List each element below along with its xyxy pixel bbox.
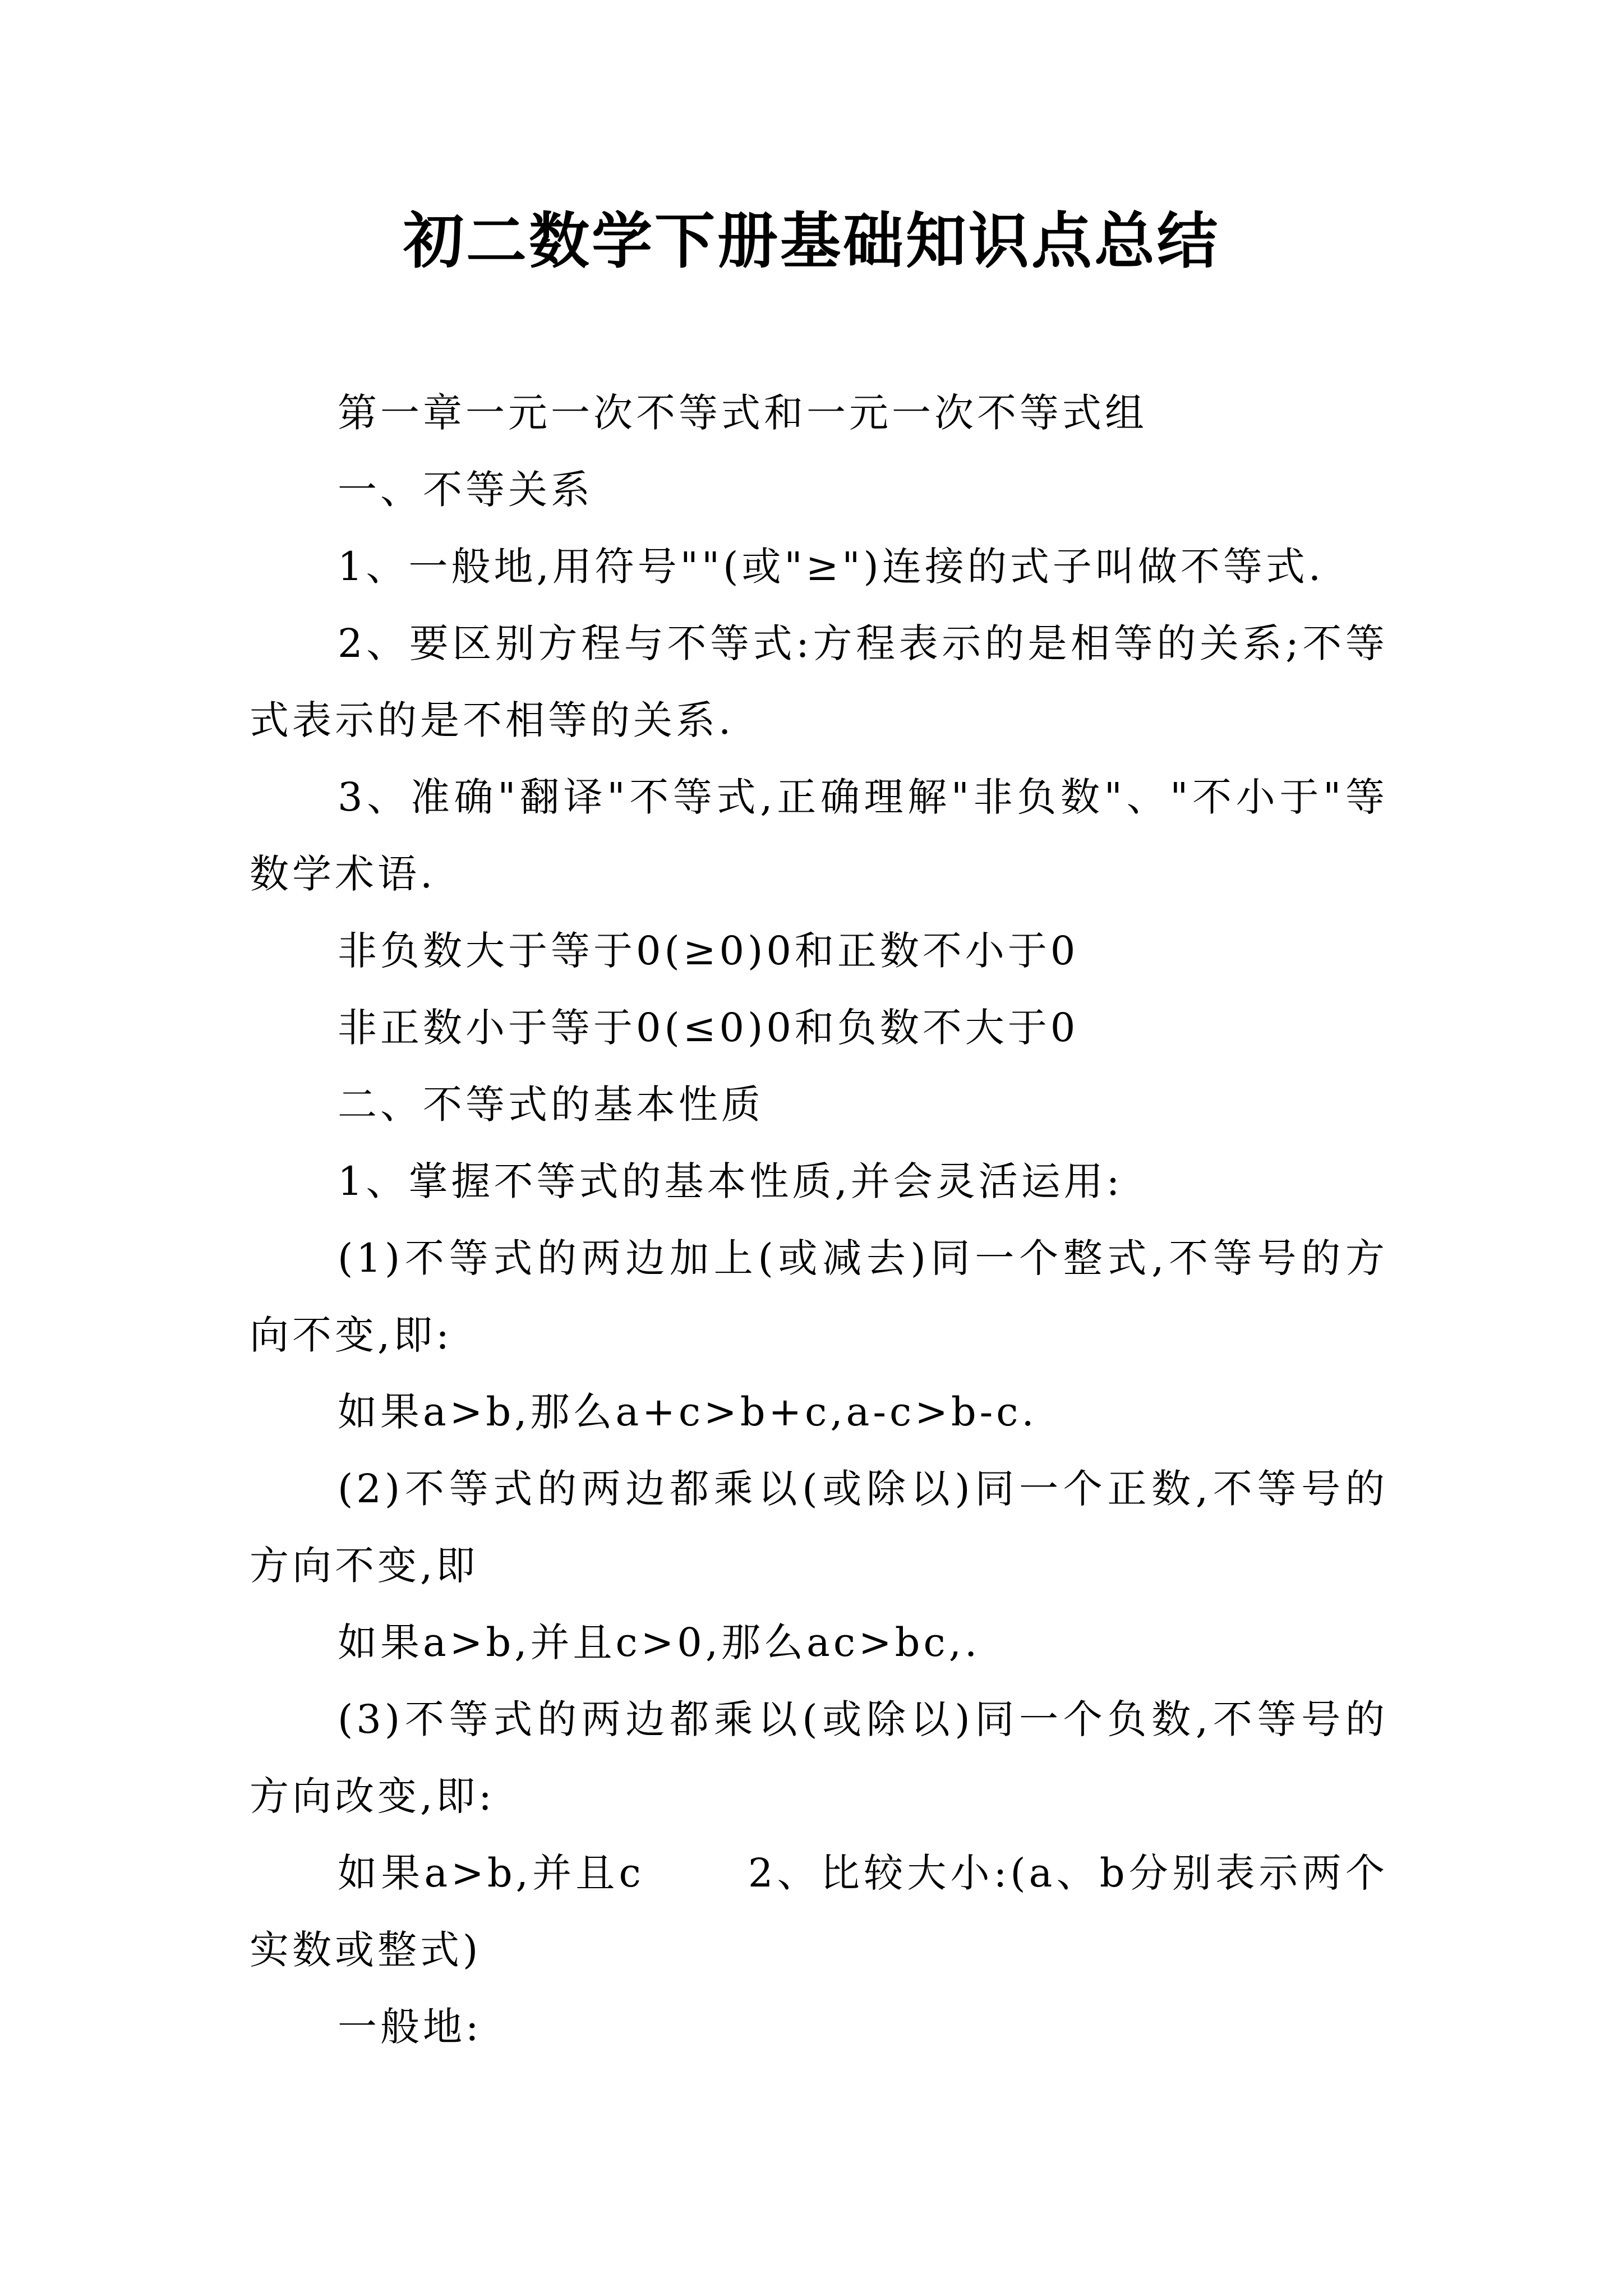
document-title: 初二数学下册基础知识点总结 (403, 206, 1220, 277)
paragraph: (1)不等式的两边加上(或减去)同一个整式,不等号的方向不变,即: (250, 1235, 1388, 1358)
paragraph: 一般地: (338, 2004, 482, 2050)
paragraph: 非正数小于等于0(≤0)0和负数不大于0 (338, 1005, 1079, 1051)
paragraph: 非负数大于等于0(≥0)0和正数不小于0 (338, 928, 1079, 974)
paragraph: 3、准确"翻译"不等式,正确理解"非负数"、"不小于"等数学术语. (250, 774, 1388, 897)
paragraph-formula: 如果a>b,那么a+c>b+c,a-c>b-c. (338, 1389, 1038, 1435)
paragraph-chapter-heading: 第一章一元一次不等式和一元一次不等式组 (338, 390, 1147, 436)
paragraph: 2、要区别方程与不等式:方程表示的是相等的关系;不等式表示的是不相等的关系. (250, 620, 1388, 743)
paragraph: 1、掌握不等式的基本性质,并会灵活运用: (338, 1158, 1123, 1204)
paragraph: 如果a>b,并且c 2、比较大小:(a、b分别表示两个实数或整式) (250, 1850, 1388, 1973)
paragraph-section-2-heading: 二、不等式的基本性质 (338, 1082, 764, 1128)
document-body (250, 375, 1388, 2065)
paragraph: 1、一般地,用符号""(或"≥")连接的式子叫做不等式. (338, 544, 1325, 590)
paragraph: (2)不等式的两边都乘以(或除以)同一个正数,不等号的方向不变,即 (250, 1466, 1388, 1589)
paragraph-formula: 如果a>b,并且c>0,那么ac>bc,. (338, 1619, 981, 1665)
paragraph: (3)不等式的两边都乘以(或除以)同一个负数,不等号的方向改变,即: (250, 1696, 1388, 1819)
paragraph-section-1-heading: 一、不等关系 (338, 467, 593, 513)
